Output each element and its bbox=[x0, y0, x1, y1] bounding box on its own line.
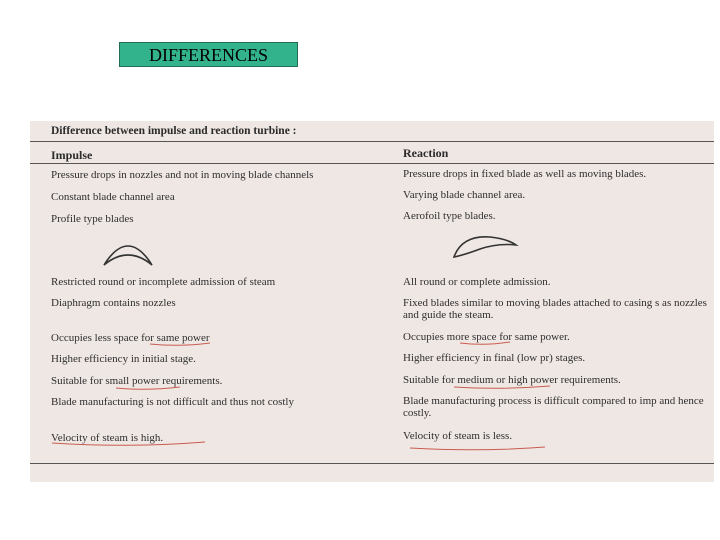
reaction-cell-8: Blade manufacturing process is difficult compared to imp and hence costly. bbox=[403, 395, 704, 419]
reaction-cell-1: Varying blade channel area. bbox=[403, 189, 526, 201]
column-header-reaction: Reaction bbox=[403, 146, 449, 160]
impulse-cell-1: Constant blade channel area bbox=[51, 191, 175, 203]
handwritten-underline-marks bbox=[30, 121, 714, 482]
slide-title: DIFFERENCES bbox=[119, 42, 298, 67]
table-heading: Difference between impulse and reaction turbine : bbox=[51, 125, 297, 137]
impulse-cell-0: Pressure drops in nozzles and not in moving blade channels bbox=[51, 169, 314, 181]
impulse-cell-4: Diaphragm contains nozzles bbox=[51, 297, 176, 309]
impulse-cell-6: Higher efficiency in initial stage. bbox=[51, 353, 196, 365]
reaction-cell-7: Suitable for medium or high power requirements. bbox=[403, 374, 621, 386]
reaction-cell-5: Occupies more space for same power. bbox=[403, 331, 570, 343]
column-header-impulse: Impulse bbox=[51, 148, 93, 162]
impulse-cell-8: Blade manufacturing is not difficult and thus not costly bbox=[51, 396, 294, 408]
scanned-table-image bbox=[30, 121, 714, 482]
reaction-cell-2: Aerofoil type blades. bbox=[403, 210, 496, 222]
reaction-cell-0: Pressure drops in fixed blade as well as moving blades. bbox=[403, 168, 647, 180]
impulse-cell-9: Velocity of steam is high. bbox=[51, 432, 164, 444]
reaction-cell-6: Higher efficiency in final (low pr) stages. bbox=[403, 352, 586, 364]
impulse-cell-5: Occupies less space for same power bbox=[51, 332, 210, 344]
reaction-cell-4: Fixed blades similar to moving blades attached to casing s as nozzles and guide the steam. bbox=[403, 297, 707, 321]
impulse-cell-7: Suitable for small power requirements. bbox=[51, 375, 223, 387]
table-bottom-rule bbox=[30, 463, 714, 464]
impulse-cell-3: Restricted round or incomplete admission of steam bbox=[51, 276, 276, 288]
impulse-cell-2: Profile type blades bbox=[51, 213, 134, 225]
reaction-cell-9: Velocity of steam is less. bbox=[403, 430, 513, 442]
reaction-cell-3: All round or complete admission. bbox=[403, 276, 551, 288]
